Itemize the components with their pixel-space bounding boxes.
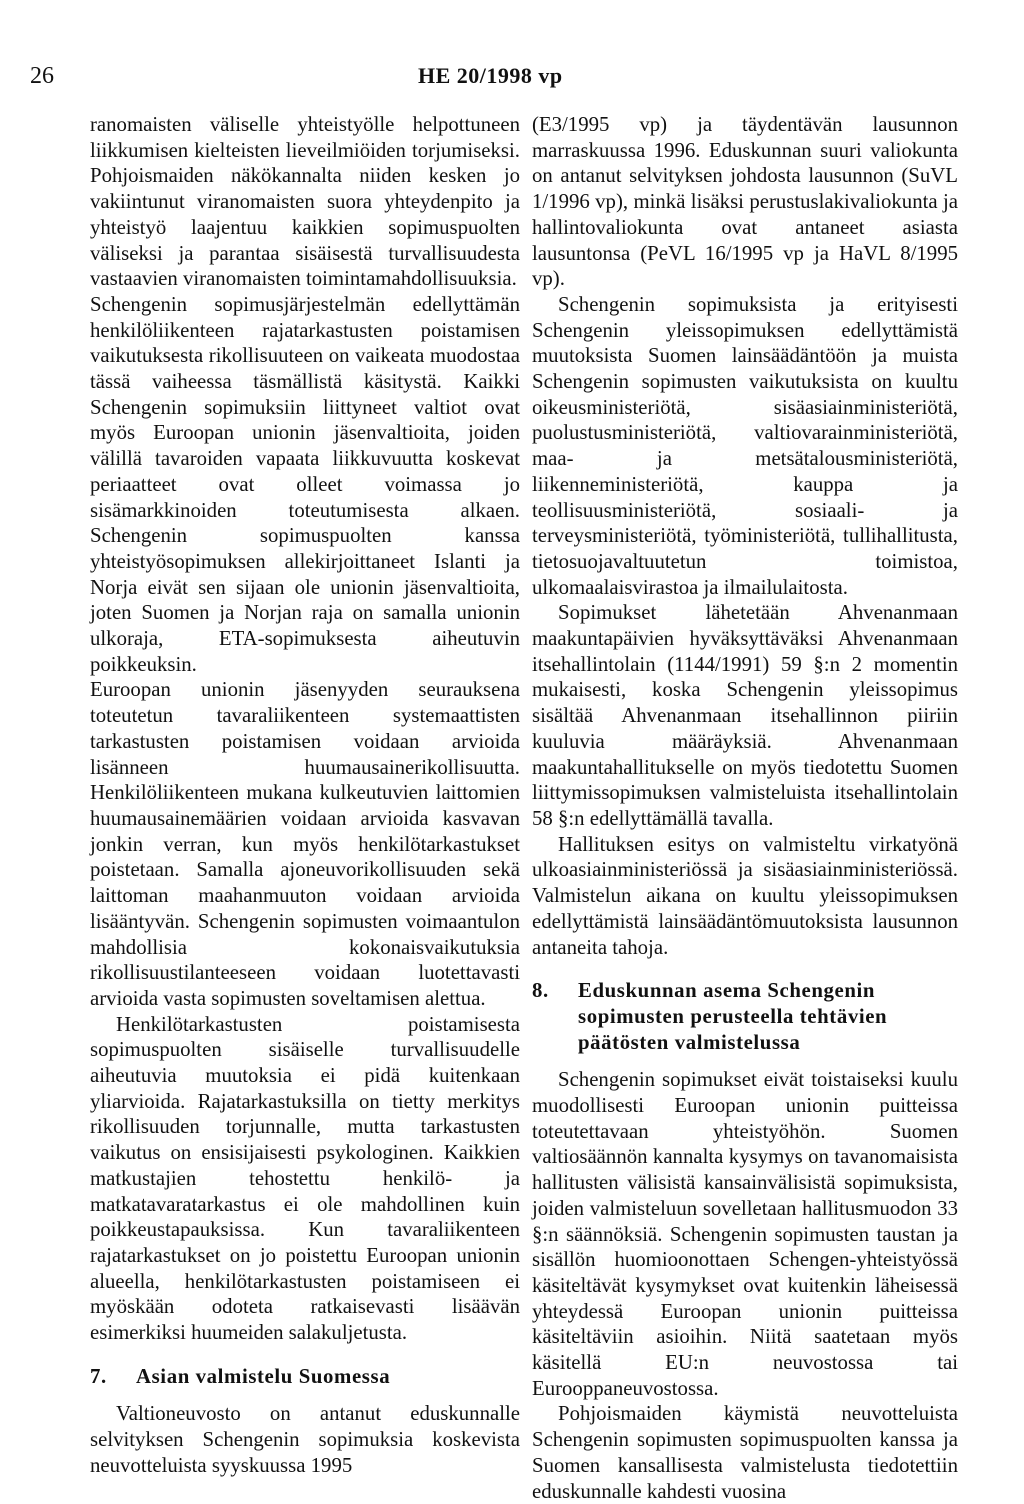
left-column xyxy=(90,112,520,1479)
section-heading xyxy=(532,978,958,1055)
section-title: Eduskunnan asema Schengenin sopimusten perusteella tehtävien päätösten valmistelussa xyxy=(578,979,888,1054)
paragraph: Hallituksen esitys on valmisteltu virkatyönä ulkoasiainministeriössä ja sisäasiainministeriössä. Valmistelun aikana on kuultu yleissopimuksen edellyttämistä lainsäädäntömuutoksista lausunnon antaneita tahoja. xyxy=(532,832,958,959)
paragraph: Henkilötarkastusten poistamisesta sopimuspuolten sisäiselle turvallisuudelle aiheutuvia muutoksia ei pidä kuitenkaan yliarvioida. Rajatarkastuksilla on tietty merkitys rikollisuuden torjunnalle, mutta tarkastusten vaikutus on ensisijaisesti psykologinen. Kaikkien matkustajien tehostettu henkilö- ja matkatavaratarkastus ei ole mahdollinen kuin poikkeustapauksissa. Kun tavaraliikenteen rajatarkastukset on jo poistettu Euroopan unionin alueella, henkilötarkastusten poistamiseen ei myöskään odoteta ratkaisevasti lisäävän esimerkiksi huumeiden salakuljetusta. xyxy=(90,1012,520,1345)
running-title: HE 20/1998 vp xyxy=(418,63,563,88)
section-heading xyxy=(90,1364,520,1390)
section-number: 8. xyxy=(532,979,549,1003)
paragraph: Schengenin sopimusjärjestelmän edellyttämän henkilöliikenteen rajatarkastusten poistamisen vaikutuksesta rikollisuuteen on vaikeata muodostaa tässä vaiheessa täsmällistä käsitystä. Kaikki Schengenin sopimuksiin liittyneet valtiot ovat myös Euroopan unionin jäsenvaltioita, joiden välillä tavaroiden vapaata liikkuvuutta koskevat periaatteet ovat olleet voimassa jo sisämarkkinoiden toteutumisesta alkaen. Schengenin sopimuspuolten kanssa yhteistyösopimuksen allekirjoittaneet Islanti ja Norja eivät sen sijaan ole unionin jäsenvaltioita, joten Suomen ja Norjan raja on samalla unionin ulkoraja, ETA-sopimuksesta aiheutuvin poikkeuksin. xyxy=(90,292,520,676)
paragraph: Valtioneuvosto on antanut eduskunnalle selvityksen Schengenin sopimuksia koskevista neuvotteluista syyskuussa 1995 xyxy=(90,1402,520,1477)
page-number: 26 xyxy=(30,63,54,89)
paragraph: Schengenin sopimuksista ja erityisesti Schengenin yleissopimuksen edellyttämistä muutoksista Suomen lainsäädäntöön ja muista Schengenin sopimusten vaikutuksista on kuultu oikeusministeriötä, sisäasiainministeriötä, puolustusministeriötä, valtiovarainministeriötä, maa- ja metsätalousministeriötä, liikenneministeriötä, kauppa ja teollisuusministeriötä, sosiaali- ja terveysministeriötä, työministeriötä, tullihallitusta, tietosuojavaltuutetun toimistoa, ulkomaalaisvirastoa ja ilmailulaitosta. xyxy=(532,292,958,599)
section-number: 7. xyxy=(90,1364,107,1388)
section-title: Asian valmistelu Suomessa xyxy=(136,1364,391,1388)
right-column xyxy=(532,112,958,1504)
paragraph: Euroopan unionin jäsenyyden seurauksena toteutetun tavaraliikenteen systemaattisten tarkastusten poistamisen voidaan arvioida lisänneen huumausainerikollisuutta. Henkilöliikenteen mukana kulkeutuvien laittomien huumausainemäärien voidaan arvioida kasvavan jonkin verran, kun myös henkilötarkastukset poistetaan. Samalla ajoneuvorikollisuuden sekä laittoman maahanmuuton voidaan arvioida lisääntyvän. Schengenin sopimusten voimaantulon mahdollisia kokonaisvaikutuksia rikollisuustilanteeseen voidaan luotettavasti arvioida vasta sopimusten soveltamisen alettua. xyxy=(90,678,520,1010)
paragraph: Schengenin sopimukset eivät toistaiseksi kuulu muodollisesti Euroopan unionin puitteissa toteutettavaan yhteistyöhön. Suomen valtiosäännön kannalta kysymys on tavanomaisista hallitusten välisistä kansainvälisistä sopimuksista, joiden valmisteluun sovelletaan hallitusmuodon 33 §:n säännöksiä. Schengenin sopimusten taustan ja sisällön huomioonottaen Schengen-yhteistyössä käsiteltävät kysymykset ovat kuitenkin läheisessä yhteydessä Euroopan unionin puitteissa käsiteltäviin asioihin. Niitä saatetaan myös käsitellä EU:n neuvostossa tai Eurooppaneuvostossa. xyxy=(532,1068,958,1400)
paragraph: Pohjoismaiden käymistä neuvotteluista Schengenin sopimusten sopimuspuolten kanssa ja Suomen kansallisesta valmistelusta tiedotettiin eduskunnalle kahdesti vuosina xyxy=(532,1402,958,1503)
paragraph: ranomaisten väliselle yhteistyölle helpottuneen liikkumisen kielteisten lieveilmiöiden torjumiseksi. Pohjoismaiden näkökannalta niiden kesken jo vakiintunut viranomaisten suora yhteydenpito ja yhteistyö laajentuu kaikkien sopimuspuolten väliseksi ja parantaa sisäisestä turvallisuudesta vastaavien viranomaisten toimintamahdollisuuksia. xyxy=(90,113,520,291)
paragraph: Sopimukset lähetetään Ahvenanmaan maakuntapäivien hyväksyttäväksi Ahvenanmaan itsehallintolain (1144/1991) 59 §:n 2 momentin mukaisesti, koska Schengenin yleissopimus sisältää Ahvenanmaan itsehallinnon piiriin kuuluvia määräyksiä. Ahvenanmaan maakuntahallitukselle on myös tiedotettu Suomen liittymissopimuksen valmisteluista itsehallintolain 58 §:n edellyttämällä tavalla. xyxy=(532,601,958,830)
paragraph: (E3/1995 vp) ja täydentävän lausunnon marraskuussa 1996. Eduskunnan suuri valiokunta on antanut selvityksen johdosta lausunnon (SuVL 1/1996 vp), minkä lisäksi perustuslakivaliokunta ja hallintovaliokunta ovat antaneet asiasta lausuntonsa (PeVL 16/1995 vp ja HaVL 8/1995 vp). xyxy=(532,113,958,291)
